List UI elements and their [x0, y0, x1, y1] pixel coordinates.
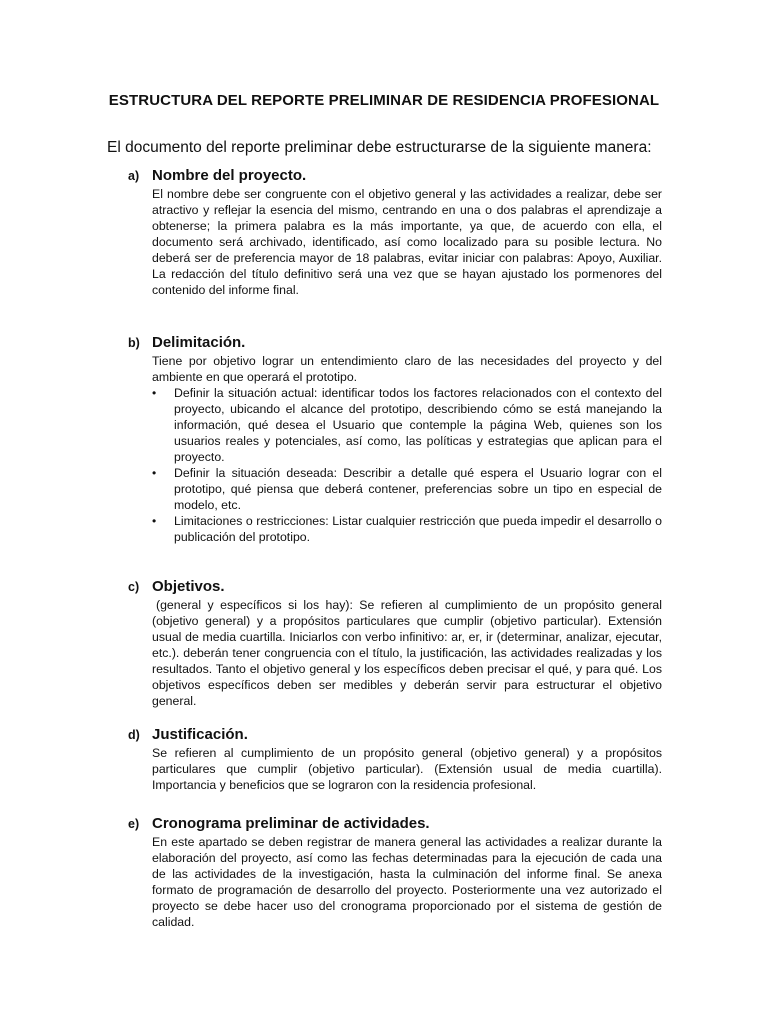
list-item	[152, 465, 662, 513]
section-body: En este apartado se deben registrar de manera general las actividades a realizar durante la elaboración del proyecto, así como las fechas determinadas para la ejecución de cada una de las actividades de la investigación, hasta la culminación del informe final. Se anexa formato de programación de desarrollo del proyecto. Posteriormente una vez autorizado el proyecto se debe hacer uso del cronograma proporcionado por el sistema de gestión de calidad.	[152, 835, 662, 929]
section-heading: Nombre del proyecto.	[152, 167, 307, 184]
section-cronograma	[128, 814, 662, 930]
section-heading: Justificación.	[152, 726, 248, 743]
section-heading: Delimitación.	[152, 334, 246, 351]
section-delimitacion	[128, 333, 662, 545]
section-letter: b)	[128, 336, 140, 350]
list-item-text: Definir la situación actual: identificar todos los factores relacionados con el contexto del proyecto, ubicando el alcance del prototipo, describiendo cómo se está manejando la información, qué desea el Usuario que contemple la página Web, quienes son los usuarios reales y potenciales, así como, las políticas y estrategias que aplican para el proyecto.	[174, 386, 662, 464]
section-letter: c)	[128, 580, 140, 594]
section-body: Tiene por objetivo lograr un entendimiento claro de las necesidades del proyecto y del ambiente en que operará el prototipo.	[152, 354, 662, 384]
section-body: (general y específicos si los hay): Se refieren al cumplimiento de un propósito general (objetivo general) y a propósitos particulares que cumplir (objetivo particular). Extensión usual de media cuartilla. Iniciarlos con verbo infinitivo: ar, er, ir (determinar, analizar, ejecutar, etc.). deberán tener congruencia con el título, la justificación, las actividades realizadas y los resultados. Tanto el objetivo general y los específicos deben precisar el qué, y para qué. Los objetivos específicos deben ser medibles y deberán servir para estructurar el objetivo general.	[152, 598, 662, 708]
section-justificacion	[128, 725, 662, 793]
section-objetivos	[128, 577, 662, 709]
intro-paragraph: El documento del reporte preliminar debe estructurarse de la siguiente manera:	[107, 139, 652, 156]
section-letter: d)	[128, 728, 140, 742]
section-nombre-proyecto	[128, 166, 662, 298]
section-body: Se refieren al cumplimiento de un propósito general (objetivo general) y a propósitos particulares que cumplir (objetivo particular). (Extensión usual de media cuartilla). Importancia y beneficios que se lograron con la residencia profesional.	[152, 746, 662, 792]
list-item-text: Definir la situación deseada: Describir a detalle qué espera el Usuario lograr con el prototipo, qué piensa que deberá contener, preferencias sobre un tipo en especial de modelo, etc.	[174, 466, 662, 512]
bullet-list	[152, 385, 662, 545]
bullet-icon: •	[152, 466, 157, 480]
list-item-text: Limitaciones o restricciones: Listar cualquier restricción que pueda impedir el desarrollo o publicación del prototipo.	[174, 514, 662, 544]
document-title: ESTRUCTURA DEL REPORTE PRELIMINAR DE RESIDENCIA PROFESIONAL	[108, 92, 660, 109]
bullet-icon: •	[152, 386, 157, 400]
section-heading: Objetivos.	[152, 578, 225, 595]
section-body: El nombre debe ser congruente con el objetivo general y las actividades a realizar, debe ser atractivo y reflejar la esencia del mismo, centrando en una o dos palabras el aprendizaje a obtenerse; la primera palabra es la más importante, ya que, de acuerdo con ella, el documento será archivado, identificado, así como localizado para su posible lectura. No deberá ser de preferencia mayor de 18 palabras, evitar iniciar con palabras: Apoyo, Auxiliar. La redacción del título definitivo será una vez que se hayan ajustado los pormenores del contenido del informe final.	[152, 187, 662, 297]
section-letter: a)	[128, 169, 140, 183]
bullet-icon: •	[152, 514, 157, 528]
section-letter: e)	[128, 817, 140, 831]
list-item	[152, 385, 662, 465]
section-heading: Cronograma preliminar de actividades.	[152, 815, 430, 832]
list-item	[152, 513, 662, 545]
